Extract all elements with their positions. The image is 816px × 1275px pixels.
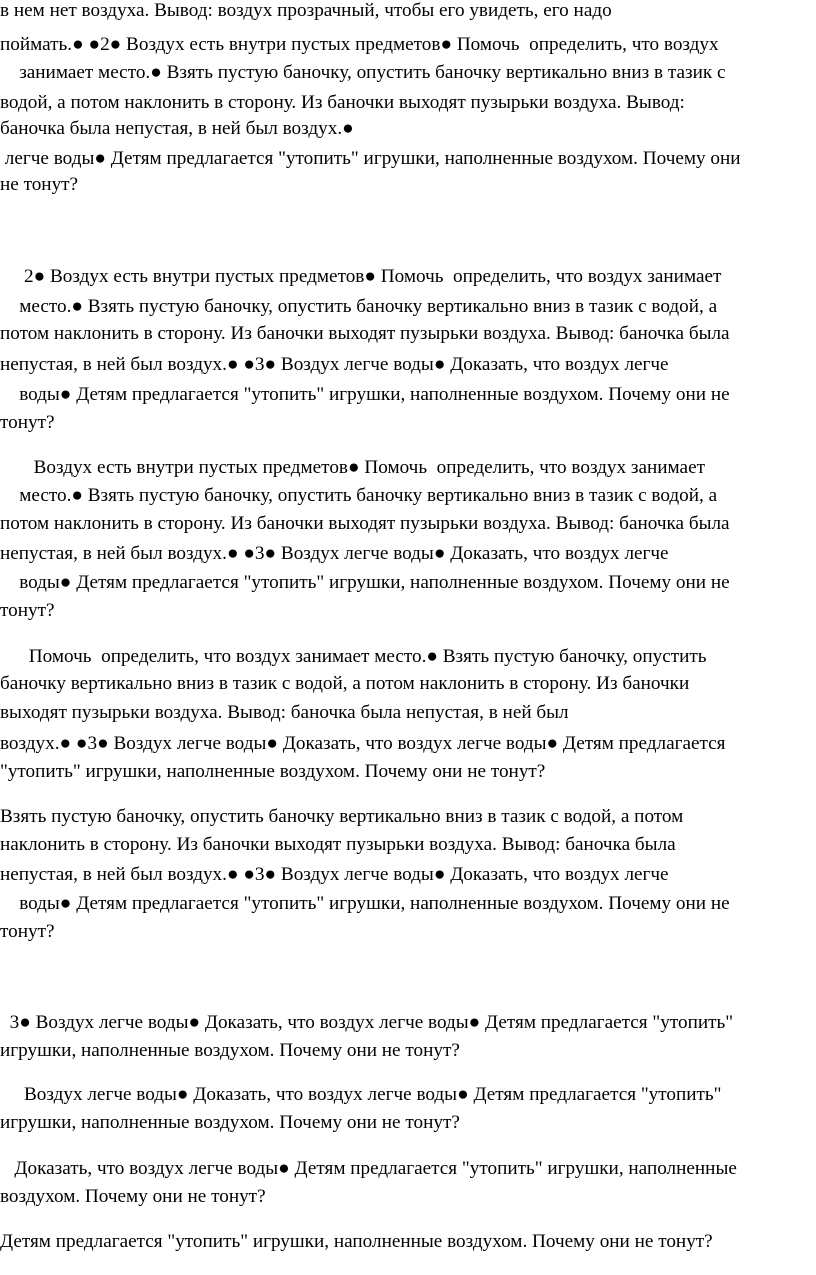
text-line: Помочь определить, что воздух занимает место.● Взять пустую баночку, опустить [0,646,707,667]
text-line: непустая, в ней был воздух.● ●3● Воздух легче воды● Доказать, что воздух легче [0,543,669,564]
text-line: непустая, в ней был воздух.● ●3● Воздух легче воды● Доказать, что воздух легче [0,864,669,885]
text-line: место.● Взять пустую баночку, опустить баночку вертикально вниз в тазик с водой, а [0,296,718,317]
text-line: тонут? [0,600,55,621]
text-line: водой, а потом наклонить в сторону. Из баночки выходят пузырьки воздуха. Вывод: [0,92,685,113]
text-line: Воздух легче воды● Доказать, что воздух легче воды● Детям предлагается "утопить" [0,1084,722,1105]
text-line: воздух.● ●3● Воздух легче воды● Доказать, что воздух легче воды● Детям предлагается [0,733,726,754]
text-line: воздухом. Почему они не тонут? [0,1186,266,1207]
text-line: Взять пустую баночку, опустить баночку вертикально вниз в тазик с водой, а потом [0,806,684,827]
text-line: Детям предлагается "утопить" игрушки, наполненные воздухом. Почему они не тонут? [0,1231,713,1252]
text-line: Воздух есть внутри пустых предметов● Помочь определить, что воздух занимает [0,457,705,478]
text-line: легче воды● Детям предлагается "утопить" игрушки, наполненные воздухом. Почему они [0,148,741,169]
text-line: выходят пузырьки воздуха. Вывод: баночка была непустая, в ней был [0,702,569,723]
text-line: игрушки, наполненные воздухом. Почему они не тонут? [0,1040,460,1061]
text-line: воды● Детям предлагается "утопить" игрушки, наполненные воздухом. Почему они не [0,572,730,593]
text-line: непустая, в ней был воздух.● ●3● Воздух легче воды● Доказать, что воздух легче [0,354,669,375]
text-line: в нем нет воздуха. Вывод: воздух прозрачный, чтобы его увидеть, его надо [0,0,612,21]
text-line: наклонить в сторону. Из баночки выходят пузырьки воздуха. Вывод: баночка была [0,834,676,855]
text-line: 2● Воздух есть внутри пустых предметов● Помочь определить, что воздух занимает [0,266,722,287]
text-line: потом наклонить в сторону. Из баночки выходят пузырьки воздуха. Вывод: баночка была [0,323,730,344]
text-line: место.● Взять пустую баночку, опустить баночку вертикально вниз в тазик с водой, а [0,485,718,506]
text-line: "утопить" игрушки, наполненные воздухом. Почему они не тонут? [0,761,546,782]
text-line: Доказать, что воздух легче воды● Детям предлагается "утопить" игрушки, наполненные [0,1158,737,1179]
text-line: не тонут? [0,174,79,195]
text-line: воды● Детям предлагается "утопить" игрушки, наполненные воздухом. Почему они не [0,893,730,914]
text-line: баночку вертикально вниз в тазик с водой, а потом наклонить в сторону. Из баночки [0,673,690,694]
text-line: поймать.● ●2● Воздух есть внутри пустых предметов● Помочь определить, что воздух [0,34,719,55]
text-line: игрушки, наполненные воздухом. Почему они не тонут? [0,1112,460,1133]
text-line: 3● Воздух легче воды● Доказать, что воздух легче воды● Детям предлагается "утопить" [0,1012,734,1033]
text-line: занимает место.● Взять пустую баночку, опустить баночку вертикально вниз в тазик с [0,62,726,83]
text-line: тонут? [0,412,55,433]
text-line: баночка была непустая, в ней был воздух.● [0,118,354,139]
text-line: воды● Детям предлагается "утопить" игрушки, наполненные воздухом. Почему они не [0,384,730,405]
text-line: потом наклонить в сторону. Из баночки выходят пузырьки воздуха. Вывод: баночка была [0,513,730,534]
text-line: тонут? [0,921,55,942]
